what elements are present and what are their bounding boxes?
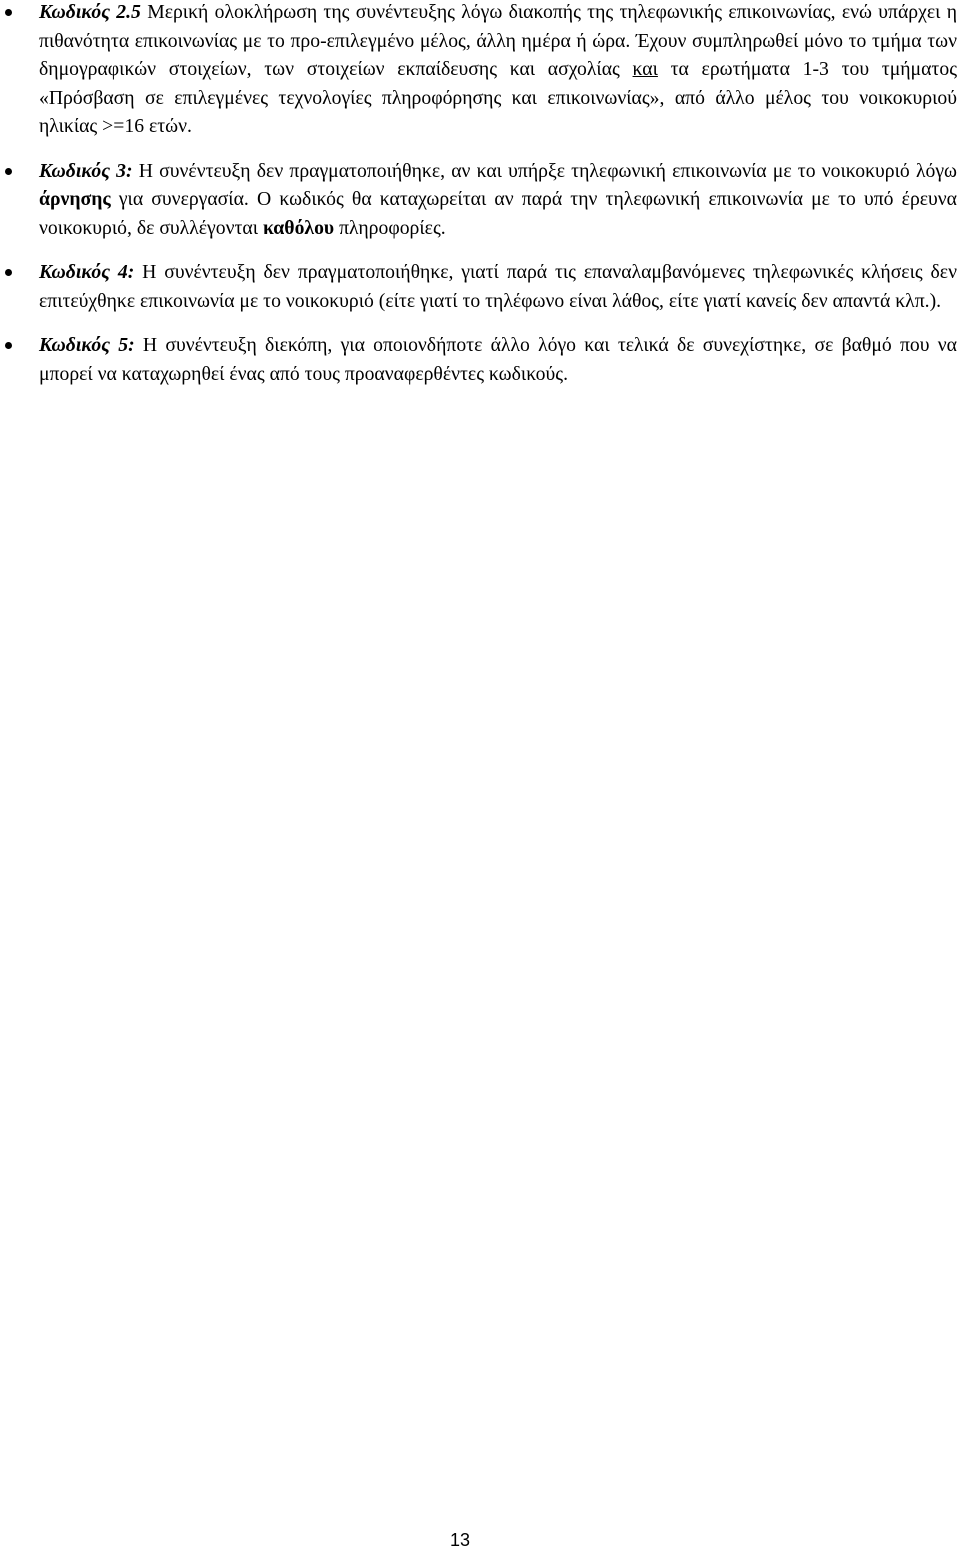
list-item-code-4 (0, 258, 960, 315)
bullet-icon (5, 342, 12, 349)
code-label: Κωδικός 3: (39, 159, 133, 182)
item-text: τα ερωτήματα 1-3 του τμήματος «Πρόσβαση σε επιλεγμένες τεχνολογίες πληροφόρησης και επικοινωνίας», από άλλο μέλος του νοικοκυριού ηλικίας >=16 ετών. (39, 58, 957, 137)
bold-text: άρνησης (39, 188, 111, 210)
code-list (0, 0, 960, 404)
list-item-code-5 (0, 331, 960, 388)
item-text: για συνεργασία. Ο κωδικός θα καταχωρείται αν παρά την τηλεφωνική επικοινωνία με το υπό έρευνα νοικοκυριό, δε συλλέγονται (39, 188, 957, 239)
bullet-icon (5, 9, 12, 16)
list-item-code-2-5 (0, 0, 960, 141)
underlined-text: και (632, 58, 658, 80)
item-text: πληροφορίες. (334, 216, 446, 239)
item-text: Μερική ολοκλήρωση της συνέντευξης λόγω διακοπής της τηλεφωνικής επικοινωνίας, ενώ υπάρχει η πιθανότητα επικοινωνίας με το προ-επιλεγμένο μέλος, άλλη ημέρα ή ώρα. Έχουν συμπληρωθεί μόνο το τμήμα των δημογραφικών στοιχείων, των στοιχείων εκπαίδευσης και ασχολίας (39, 1, 957, 80)
item-text: Η συνέντευξη δεν πραγματοποιήθηκε, γιατί παρά τις επαναλαμβανόμενες τηλεφωνικές κλήσεις δεν επιτεύχθηκε επικοινωνία με το νοικοκυριό (είτε γιατί το τηλέφωνο είναι λάθος, είτε γιατί κανείς δεν απαντά κλπ.). (39, 261, 957, 312)
bold-text: καθόλου (262, 216, 335, 239)
list-item-code-3 (0, 157, 960, 243)
bullet-icon (5, 168, 12, 175)
page-number: 13 (449, 1530, 471, 1550)
code-label: Κωδικός 4: (39, 261, 135, 283)
bullet-icon (5, 269, 12, 276)
item-text: Η συνέντευξη διεκόπη, για οποιονδήποτε άλλο λόγο και τελικά δε συνεχίστηκε, σε βαθμό που να μπορεί να καταχωρηθεί ένας από τους προαναφερθέντες κωδικούς. (39, 334, 957, 385)
code-label: Κωδικός 5: (39, 334, 135, 356)
item-text: Η συνέντευξη δεν πραγματοποιήθηκε, αν και υπήρξε τηλεφωνική επικοινωνία με το νοικοκυριό λόγω (132, 159, 957, 182)
code-label: Κωδικός 2.5 (39, 1, 141, 23)
